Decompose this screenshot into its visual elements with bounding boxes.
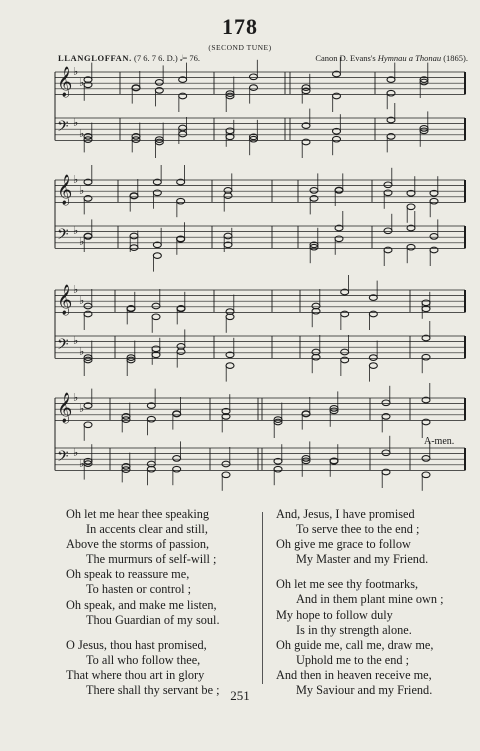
note-head bbox=[422, 419, 430, 425]
note-head bbox=[387, 134, 395, 140]
verse-line: Oh give me grace to follow bbox=[276, 537, 411, 552]
flat-sign-icon: ♭ bbox=[73, 335, 79, 347]
hymn-number: 178 bbox=[222, 14, 258, 39]
note-head bbox=[152, 314, 160, 320]
note-head bbox=[341, 357, 349, 363]
tune-name: LLANGLOFFAN. bbox=[58, 53, 132, 63]
column-divider bbox=[262, 512, 263, 684]
tune-tempo: = 76. bbox=[182, 53, 201, 63]
verse-line: Oh speak to reassure me, bbox=[66, 567, 190, 582]
note-head bbox=[382, 400, 390, 406]
flat-sign-icon: ♭ bbox=[79, 403, 85, 415]
verse-line: Uphold me to the end ; bbox=[296, 652, 410, 667]
note-head bbox=[430, 247, 438, 253]
tune-meter: (7 6. 7 6. D.) bbox=[134, 53, 178, 63]
note-head bbox=[130, 245, 138, 251]
note-head bbox=[179, 131, 187, 137]
note-head bbox=[152, 346, 160, 352]
verse-column-left bbox=[66, 507, 220, 698]
note-head bbox=[84, 311, 92, 317]
note-head bbox=[222, 461, 230, 467]
note-head bbox=[384, 182, 392, 188]
treble-clef-icon: 𝄞 bbox=[57, 285, 73, 315]
verse-line: O Jesus, thou hast promised, bbox=[66, 637, 207, 652]
verse-line: Oh let me hear thee speaking bbox=[66, 507, 210, 521]
note-head bbox=[84, 303, 92, 309]
verse-line: Oh guide me, call me, draw me, bbox=[276, 637, 434, 652]
verse-line: That where thou art in glory bbox=[66, 667, 205, 682]
verse-line: To all who follow thee, bbox=[86, 652, 201, 667]
flat-sign-icon: ♭ bbox=[79, 128, 85, 140]
note-head bbox=[155, 88, 163, 94]
note-head bbox=[382, 450, 390, 456]
note-head bbox=[430, 198, 438, 204]
verse-line: Is in thy strength alone. bbox=[296, 622, 412, 637]
verse-line: Oh let me see thy footmarks, bbox=[276, 577, 419, 592]
bass-clef-icon: 𝄢 bbox=[57, 226, 69, 247]
verse-line: Thou Guardian of my soul. bbox=[86, 612, 220, 627]
note-head bbox=[430, 234, 438, 240]
verse-line: There shall thy servant be ; bbox=[86, 683, 220, 698]
flat-sign-icon: ♭ bbox=[73, 66, 79, 78]
flat-sign-icon: ♭ bbox=[73, 392, 79, 404]
verse-line: To serve thee to the end ; bbox=[296, 522, 420, 537]
note-head bbox=[407, 244, 415, 250]
note-head bbox=[369, 363, 377, 369]
treble-clef-icon: 𝄞 bbox=[57, 67, 73, 97]
flat-sign-icon: ♭ bbox=[73, 117, 79, 129]
flat-sign-icon: ♭ bbox=[79, 458, 85, 470]
verse-line: In accents clear and still, bbox=[86, 522, 208, 537]
note-head bbox=[179, 125, 187, 131]
amen-label: A-men. bbox=[424, 436, 455, 447]
note-head bbox=[369, 311, 377, 317]
note-head bbox=[222, 472, 230, 478]
flat-sign-icon: ♭ bbox=[73, 284, 79, 296]
note-head bbox=[335, 236, 343, 242]
note-head bbox=[250, 74, 258, 80]
note-head bbox=[226, 128, 234, 134]
note-head bbox=[84, 422, 92, 428]
flat-sign-icon: ♭ bbox=[73, 447, 79, 459]
verse-line: Oh speak, and make me listen, bbox=[66, 597, 217, 612]
verse-line: My hope to follow duly bbox=[276, 607, 393, 622]
note-head bbox=[333, 136, 341, 142]
attribution-prefix: Canon D. Evans's bbox=[315, 53, 376, 63]
page-number: 251 bbox=[230, 688, 250, 703]
note-head bbox=[422, 456, 430, 462]
note-head bbox=[226, 363, 234, 369]
flat-sign-icon: ♭ bbox=[79, 295, 85, 307]
verse-line: To hasten or control ; bbox=[86, 582, 192, 597]
note-head bbox=[382, 469, 390, 475]
note-head bbox=[179, 93, 187, 99]
note-head bbox=[422, 354, 430, 360]
note-head bbox=[384, 190, 392, 196]
note-head bbox=[274, 466, 282, 472]
verse-line: Above the storms of passion, bbox=[66, 537, 210, 552]
verse-line: The murmurs of self-will ; bbox=[86, 552, 217, 567]
flat-sign-icon: ♭ bbox=[79, 185, 85, 197]
note-head bbox=[130, 233, 138, 239]
note-head bbox=[422, 472, 430, 478]
note-head bbox=[250, 85, 258, 91]
flat-sign-icon: ♭ bbox=[79, 346, 85, 358]
verse-line: And then in heaven receive me, bbox=[276, 667, 432, 682]
stanza-gap bbox=[276, 567, 444, 577]
note-head bbox=[407, 204, 415, 210]
note-head bbox=[310, 196, 318, 202]
note-head bbox=[177, 198, 185, 204]
note-head bbox=[341, 349, 349, 355]
stanza-gap bbox=[66, 628, 220, 638]
verse-line: And, Jesus, I have promised bbox=[276, 507, 415, 521]
note-head bbox=[173, 466, 181, 472]
bass-clef-icon: 𝄢 bbox=[57, 336, 69, 357]
note-head bbox=[153, 253, 161, 259]
note-head bbox=[341, 311, 349, 317]
flat-sign-icon: ♭ bbox=[79, 236, 85, 248]
treble-clef-icon: 𝄞 bbox=[57, 175, 73, 205]
half-note-tempo-icon: 𝅗𝅥 bbox=[179, 53, 183, 63]
note-head bbox=[384, 228, 392, 234]
verse-line: My Master and my Friend. bbox=[296, 552, 429, 567]
bass-clef-icon: 𝄢 bbox=[57, 118, 69, 139]
attribution-book: Hymnau a Thonau bbox=[377, 53, 442, 63]
bass-clef-icon: 𝄢 bbox=[57, 448, 69, 469]
note-head bbox=[333, 93, 341, 99]
note-head bbox=[153, 190, 161, 196]
note-head bbox=[369, 355, 377, 361]
note-head bbox=[302, 139, 310, 145]
verse-line: My Saviour and my Friend. bbox=[296, 683, 433, 698]
flat-sign-icon: ♭ bbox=[79, 77, 85, 89]
note-head bbox=[310, 188, 318, 194]
treble-clef-icon: 𝄞 bbox=[57, 393, 73, 423]
note-head bbox=[173, 456, 181, 462]
note-head bbox=[387, 90, 395, 96]
note-head bbox=[147, 416, 155, 422]
tune-note: (SECOND TUNE) bbox=[208, 43, 272, 52]
note-head bbox=[422, 300, 430, 306]
flat-sign-icon: ♭ bbox=[73, 225, 79, 237]
flat-sign-icon: ♭ bbox=[73, 174, 79, 186]
note-head bbox=[84, 196, 92, 202]
note-head bbox=[224, 233, 232, 239]
note-head bbox=[384, 247, 392, 253]
verse-column-right bbox=[276, 507, 444, 698]
verse-line: And in them plant mine own ; bbox=[296, 592, 444, 607]
attribution-year: (1865). bbox=[443, 53, 468, 63]
note-head bbox=[152, 303, 160, 309]
note-head bbox=[382, 414, 390, 420]
note-head bbox=[155, 80, 163, 86]
